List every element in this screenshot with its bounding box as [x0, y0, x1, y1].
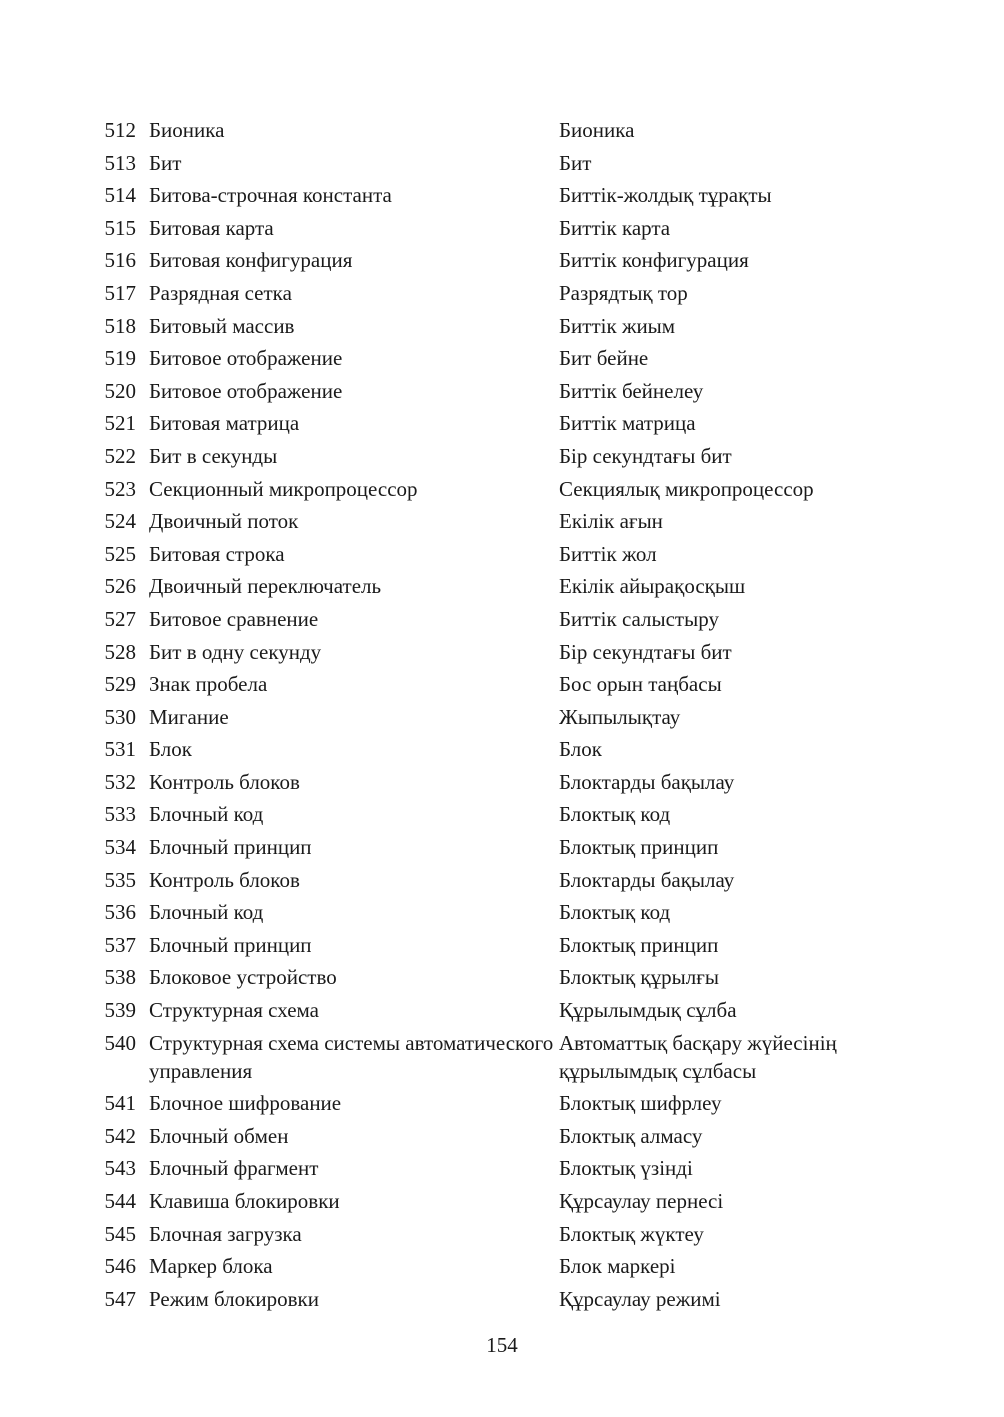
entry-kazakh-term: Блоктық код [559, 802, 671, 827]
entry-kazakh-term: Бит бейне [559, 346, 649, 371]
glossary-entry [0, 605, 1004, 633]
entry-kazakh-term: Бионика [559, 118, 635, 142]
entry-russian-term: Разрядная сетка [149, 280, 292, 305]
glossary-entry [0, 931, 1004, 959]
entry-kazakh-term: Екілік ағын [559, 509, 663, 534]
glossary-entry [0, 996, 1004, 1024]
entry-kazakh-term: Жыпылықтау [559, 704, 681, 729]
entry-russian-term: Блочный принцип [149, 932, 312, 957]
entry-kazakh-term: Биттік конфигурация [559, 248, 749, 273]
entry-kazakh-term: Құрсаулау режимі [559, 1286, 721, 1311]
entry-russian-term: Контроль блоков [149, 867, 300, 892]
entry-kazakh-term: Блоктық код [559, 900, 671, 925]
entry-kazakh-term: Биттік жол [559, 541, 657, 566]
entry-kazakh-term: Биттік матрица [559, 411, 696, 436]
glossary-entry [0, 116, 1004, 144]
entry-russian-term: Битова-строчная константа [149, 183, 392, 208]
entry-russian-term: Маркер блока [149, 1254, 273, 1279]
entry-kazakh-term: Құрсаулау пернесі [559, 1189, 724, 1213]
entry-number: 544 [104, 1189, 136, 1213]
entry-number: 545 [104, 1221, 136, 1246]
entry-russian-term: Бит [149, 150, 182, 175]
entry-russian-term: Знак пробела [149, 672, 268, 697]
entry-russian-term: Двоичный переключатель [149, 574, 382, 599]
entry-russian-term: Секционный микропроцессор [149, 476, 418, 501]
entry-number: 513 [104, 150, 136, 175]
glossary-entry [0, 1252, 1004, 1280]
entry-kazakh-term: Биттік-жолдық тұрақты [559, 183, 772, 208]
entry-number: 536 [104, 900, 136, 925]
entry-russian-term: Контроль блоков [149, 769, 300, 794]
glossary-entry [0, 735, 1004, 763]
entry-russian-term: Структурная схема [149, 998, 319, 1023]
entry-kazakh-term: Разрядтық тор [559, 280, 688, 305]
glossary-entry [0, 149, 1004, 177]
entry-russian-term: Блоковое устройство [149, 965, 337, 990]
entry-kazakh-term: Бір секундтағы бит [559, 639, 732, 664]
entry-russian-term: Битовая конфигурация [149, 248, 353, 273]
glossary-entry [0, 1122, 1004, 1150]
entry-russian-term: Битовая матрица [149, 411, 300, 436]
glossary-entry [0, 214, 1004, 242]
entry-number: 531 [104, 737, 136, 762]
entry-russian-term: Двоичный поток [149, 509, 299, 534]
entry-russian-term: Битовый массив [149, 313, 295, 338]
glossary-entry [0, 1220, 1004, 1248]
glossary-entry [0, 344, 1004, 372]
entry-number: 512 [104, 118, 136, 142]
glossary-entry [0, 833, 1004, 861]
glossary-entry [0, 246, 1004, 274]
entry-number: 540 [104, 1030, 136, 1055]
entry-number: 546 [104, 1254, 136, 1279]
entry-kazakh-term: Блок [559, 737, 602, 762]
entry-number: 521 [104, 411, 136, 436]
entry-kazakh-term: Құрылымдық сұлба [559, 998, 737, 1023]
entry-russian-term: Блочный принцип [149, 835, 312, 860]
glossary-entry [0, 1029, 1004, 1085]
glossary-entry [0, 507, 1004, 535]
glossary-entry [0, 963, 1004, 991]
entry-number: 517 [104, 280, 136, 305]
entry-number: 534 [104, 835, 136, 860]
entry-kazakh-term: Бір секундтағы бит [559, 443, 732, 468]
entry-russian-term: Мигание [149, 704, 229, 729]
entry-number: 515 [104, 215, 136, 240]
entry-kazakh-term: Биттік бейнелеу [559, 378, 704, 403]
entry-kazakh-term: Блоктық құрылғы [559, 965, 719, 990]
entry-number: 522 [104, 443, 136, 468]
entry-kazakh-term: Блоктық үзінді [559, 1156, 693, 1181]
entry-number: 539 [104, 998, 136, 1023]
glossary-entry [0, 279, 1004, 307]
page-number: 154 [486, 1333, 518, 1357]
entry-russian-term: Бионика [149, 118, 225, 142]
glossary-list [0, 116, 1004, 1317]
entry-kazakh-term: Блок маркері [559, 1254, 676, 1279]
entry-kazakh-term: Бит [559, 150, 592, 175]
entry-kazakh-term: Блоктық шифрлеу [559, 1091, 722, 1116]
entry-number: 535 [104, 867, 136, 892]
entry-russian-term: Битовая строка [149, 541, 285, 566]
glossary-entry [0, 703, 1004, 731]
entry-number: 532 [104, 769, 136, 794]
entry-kazakh-term: Бос орын таңбасы [559, 672, 722, 697]
glossary-entry [0, 181, 1004, 209]
glossary-entry [0, 1187, 1004, 1215]
entry-russian-term: Блочный код [149, 802, 264, 827]
entry-kazakh-term: Блоктық алмасу [559, 1123, 703, 1148]
glossary-entry [0, 377, 1004, 405]
entry-number: 523 [104, 476, 136, 501]
entry-number: 520 [104, 378, 136, 403]
entry-number: 547 [104, 1286, 136, 1311]
glossary-entry [0, 670, 1004, 698]
entry-kazakh-term: Блоктық принцип [559, 835, 719, 860]
entry-number: 537 [104, 932, 136, 957]
glossary-entry [0, 1285, 1004, 1313]
entry-russian-term: Битовое отображение [149, 378, 343, 403]
glossary-entry [0, 475, 1004, 503]
entry-kazakh-term: Блоктарды бақылау [559, 867, 735, 892]
glossary-entry [0, 1154, 1004, 1182]
entry-russian-term: Битовое отображение [149, 346, 343, 371]
entry-kazakh-term: Секциялық микропроцессор [559, 476, 814, 501]
entry-russian-term: Бит в одну секунду [149, 639, 322, 664]
entry-number: 526 [104, 574, 136, 599]
entry-kazakh-term: Автоматтық басқару жүйесінің құрылымдық сұлбасы [559, 1030, 837, 1083]
glossary-entry [0, 409, 1004, 437]
entry-number: 528 [104, 639, 136, 664]
glossary-entry [0, 312, 1004, 340]
entry-number: 541 [104, 1091, 136, 1116]
entry-russian-term: Блок [149, 737, 192, 762]
entry-number: 538 [104, 965, 136, 990]
entry-russian-term: Блочный обмен [149, 1123, 289, 1148]
entry-number: 530 [104, 704, 136, 729]
glossary-entry [0, 638, 1004, 666]
entry-number: 542 [104, 1123, 136, 1148]
glossary-entry [0, 1089, 1004, 1117]
entry-number: 527 [104, 606, 136, 631]
glossary-entry [0, 540, 1004, 568]
entry-russian-term: Структурная схема системы автоматического управления [149, 1030, 554, 1083]
entry-kazakh-term: Блоктық принцип [559, 932, 719, 957]
entry-number: 516 [104, 248, 136, 273]
entry-number: 524 [104, 509, 136, 534]
entry-number: 543 [104, 1156, 136, 1181]
entry-number: 533 [104, 802, 136, 827]
glossary-entry [0, 800, 1004, 828]
glossary-entry [0, 572, 1004, 600]
entry-russian-term: Битовое сравнение [149, 606, 319, 631]
glossary-entry [0, 768, 1004, 796]
entry-kazakh-term: Блоктық жүктеу [559, 1221, 704, 1246]
entry-kazakh-term: Биттік салыстыру [559, 606, 719, 631]
entry-number: 525 [104, 541, 136, 566]
entry-russian-term: Бит в секунды [149, 443, 278, 468]
entry-russian-term: Блочное шифрование [149, 1091, 342, 1116]
entry-kazakh-term: Биттік жиым [559, 313, 676, 338]
entry-kazakh-term: Екілік айырақосқыш [559, 574, 746, 599]
entry-russian-term: Блочная загрузка [149, 1221, 302, 1246]
entry-number: 519 [104, 346, 136, 371]
glossary-entry [0, 866, 1004, 894]
entry-number: 514 [104, 183, 136, 208]
entry-kazakh-term: Блоктарды бақылау [559, 769, 735, 794]
entry-russian-term: Битовая карта [149, 215, 274, 240]
glossary-entry [0, 898, 1004, 926]
entry-russian-term: Блочный код [149, 900, 264, 925]
entry-number: 518 [104, 313, 136, 338]
entry-russian-term: Режим блокировки [149, 1286, 319, 1311]
entry-russian-term: Блочный фрагмент [149, 1156, 319, 1181]
glossary-entry [0, 442, 1004, 470]
entry-russian-term: Клавиша блокировки [149, 1189, 340, 1213]
entry-kazakh-term: Биттік карта [559, 215, 671, 240]
entry-number: 529 [104, 672, 136, 697]
